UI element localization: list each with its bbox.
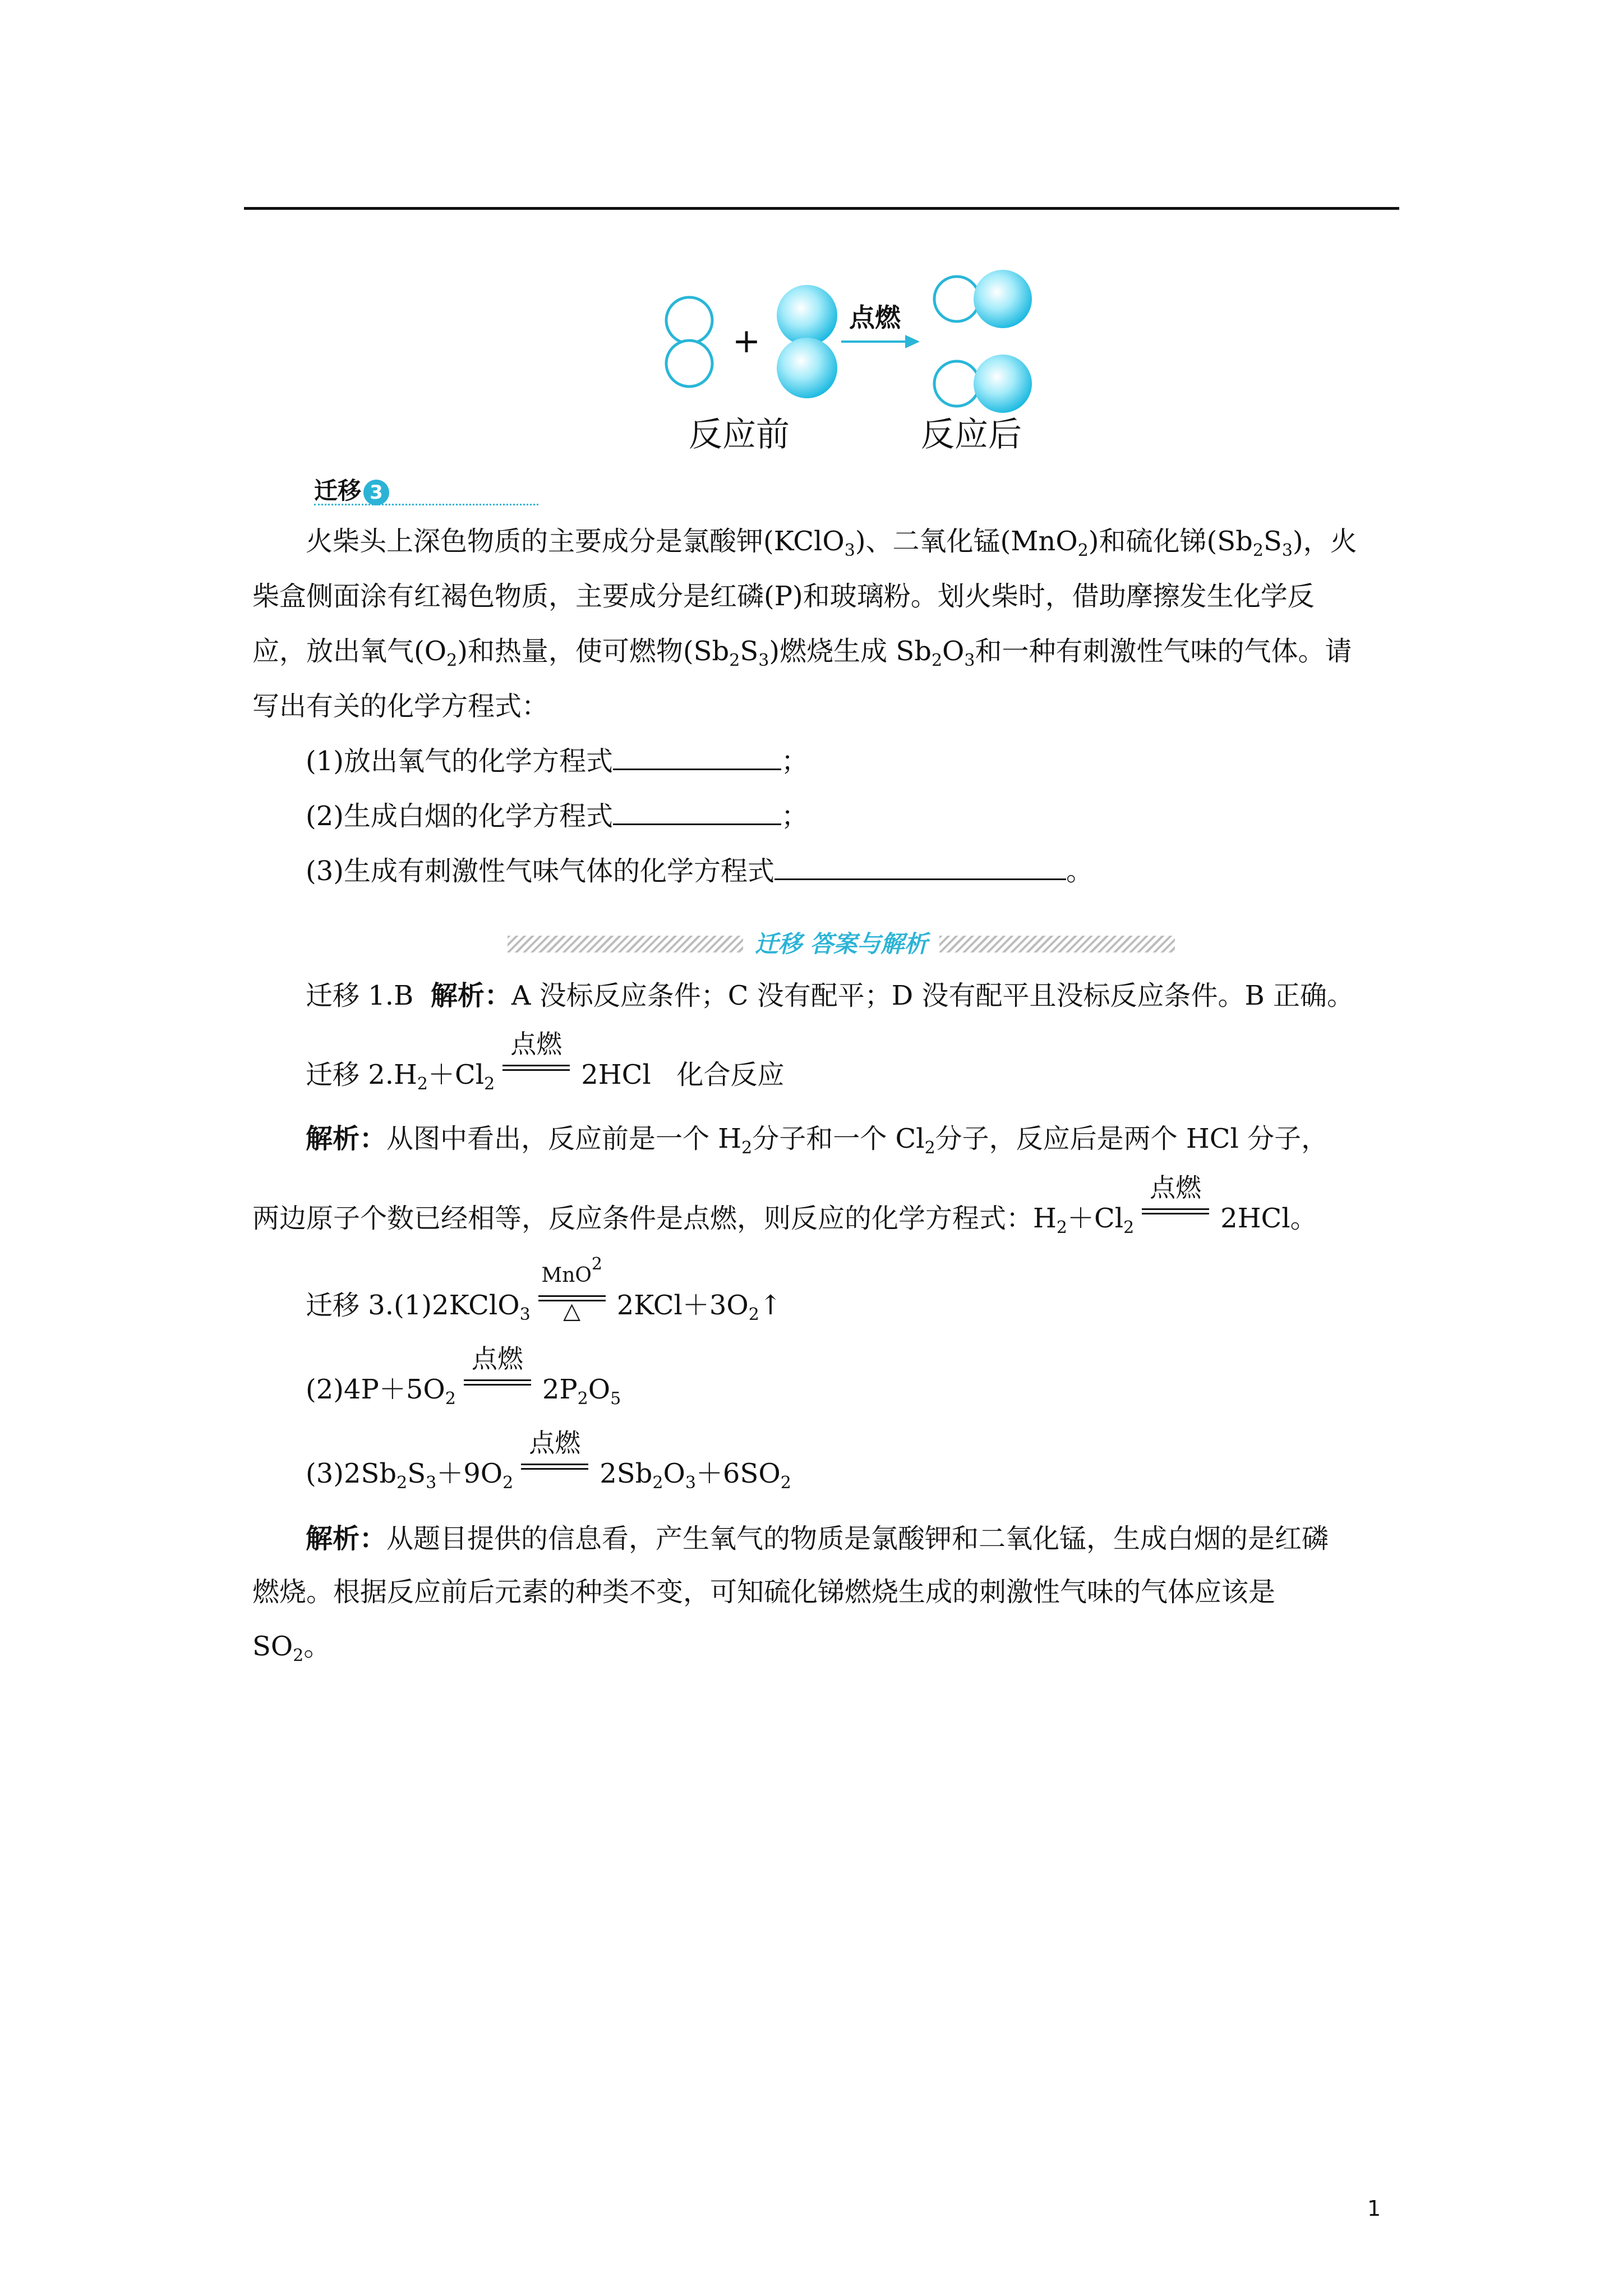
exercise-tag-label: 迁移 [314,477,362,504]
reaction-condition: 点燃 [1142,1194,1209,1227]
question-3: (3)生成有刺激性气味气体的化学方程式 。 [306,855,1094,887]
answer-1: 迁移 1.B 解析：A 没标反应条件；C 没有配平；D 没有配平且没标反应条件。B 正确。 [306,980,1354,1011]
intro-line-1: 火柴头上深色物质的主要成分是氯酸钾(KClO$_3$)、二氧化锰(MnO$_2$)和硫化锑$(Sb_2S_3)$，火 [306,526,1357,560]
banner-hatch-left [508,936,743,953]
intro-line-3: 应，放出氧气$(O_2)$和热量，使可燃物$(Sb_2S_3)$燃烧生成 $Sb_2O_3$和一种有刺激性气味的气体。请 [252,636,1352,670]
plus-sign: + [732,321,761,361]
explanation-3-line-2: 燃烧。根据反应前后元素的种类不变，可知硫化锑燃烧生成的刺激性气味的气体应该是 [252,1576,1276,1608]
intro-line-2: 柴盒侧面涂有红褐色物质，主要成分是红磷(P)和玻璃粉。划火柴时，借助摩擦发生化学反 [252,581,1315,612]
arrow-label: 点燃 [849,302,901,333]
question-1: (1)放出氧气的化学方程式 ； [306,746,809,777]
h-atom [666,297,712,343]
question-2: (2)生成白烟的化学方程式 ； [306,800,809,832]
intro-line-4: 写出有关的化学方程式： [252,691,549,722]
answer-3-3: $(3)2Sb_2S_3+9O_2$ 点燃 $2Sb_2O_3+6SO_2$ [306,1428,791,1493]
tag-underline [314,504,538,505]
answer-blank [613,801,781,825]
caption-before: 反应前 [689,415,790,454]
h-atom [934,277,979,321]
cl-atom [974,355,1032,413]
cl-atom [777,338,837,398]
page-number: 1 [1367,2196,1381,2221]
answer-blank [613,746,781,770]
cl-atom [974,270,1032,328]
arrow-head-icon [905,335,920,348]
reaction-diagram [0,0,1623,460]
caption-after: 反应后 [921,415,1022,454]
answer-2: 迁移 $2.H_2+Cl_2$ 点燃 2HCl 化合反应 [306,1029,785,1094]
cl-atom [777,285,837,346]
explanation-2-line-2: 两边原子个数已经相等，反应条件是点燃，则反应的化学方程式：$H_2+Cl_2$ 点燃 2HCl。 [252,1172,1317,1237]
banner-hatch-right [939,936,1175,953]
exercise-tag [314,472,389,506]
explanation-2-line-1: 解析：从图中看出，反应前是一个 $H_2$分子和一个 $Cl_2$分子，反应后是两个 HCl 分子， [306,1123,1329,1158]
explanation-3-line-1: 解析：从题目提供的信息看，产生氧气的物质是氯酸钾和二氧化锰，生成白烟的是红磷 [306,1523,1329,1554]
reaction-condition: MnO$^2$ △ [538,1281,606,1314]
circled-number-icon: 3 [363,480,389,505]
answer-banner [508,931,1175,957]
reaction-condition: 点燃 [464,1365,531,1398]
explanation-3-line-3: $SO_2$。 [252,1631,331,1665]
reaction-condition: 点燃 [521,1449,588,1483]
banner-title: 迁移 答案与解析 [754,930,928,958]
reaction-condition: 点燃 [502,1050,570,1084]
answer-3-2: $(2)4P+5O_2$ 点燃 $2P_2O_5$ [306,1343,621,1409]
h-atom [934,361,979,406]
answer-blank [774,856,1066,880]
h-atom [666,341,712,386]
answer-3-1: 迁移 3.(1)2KClO$_3$ MnO$^2$ △ $2KCl+3O_2↑$ [306,1254,782,1324]
